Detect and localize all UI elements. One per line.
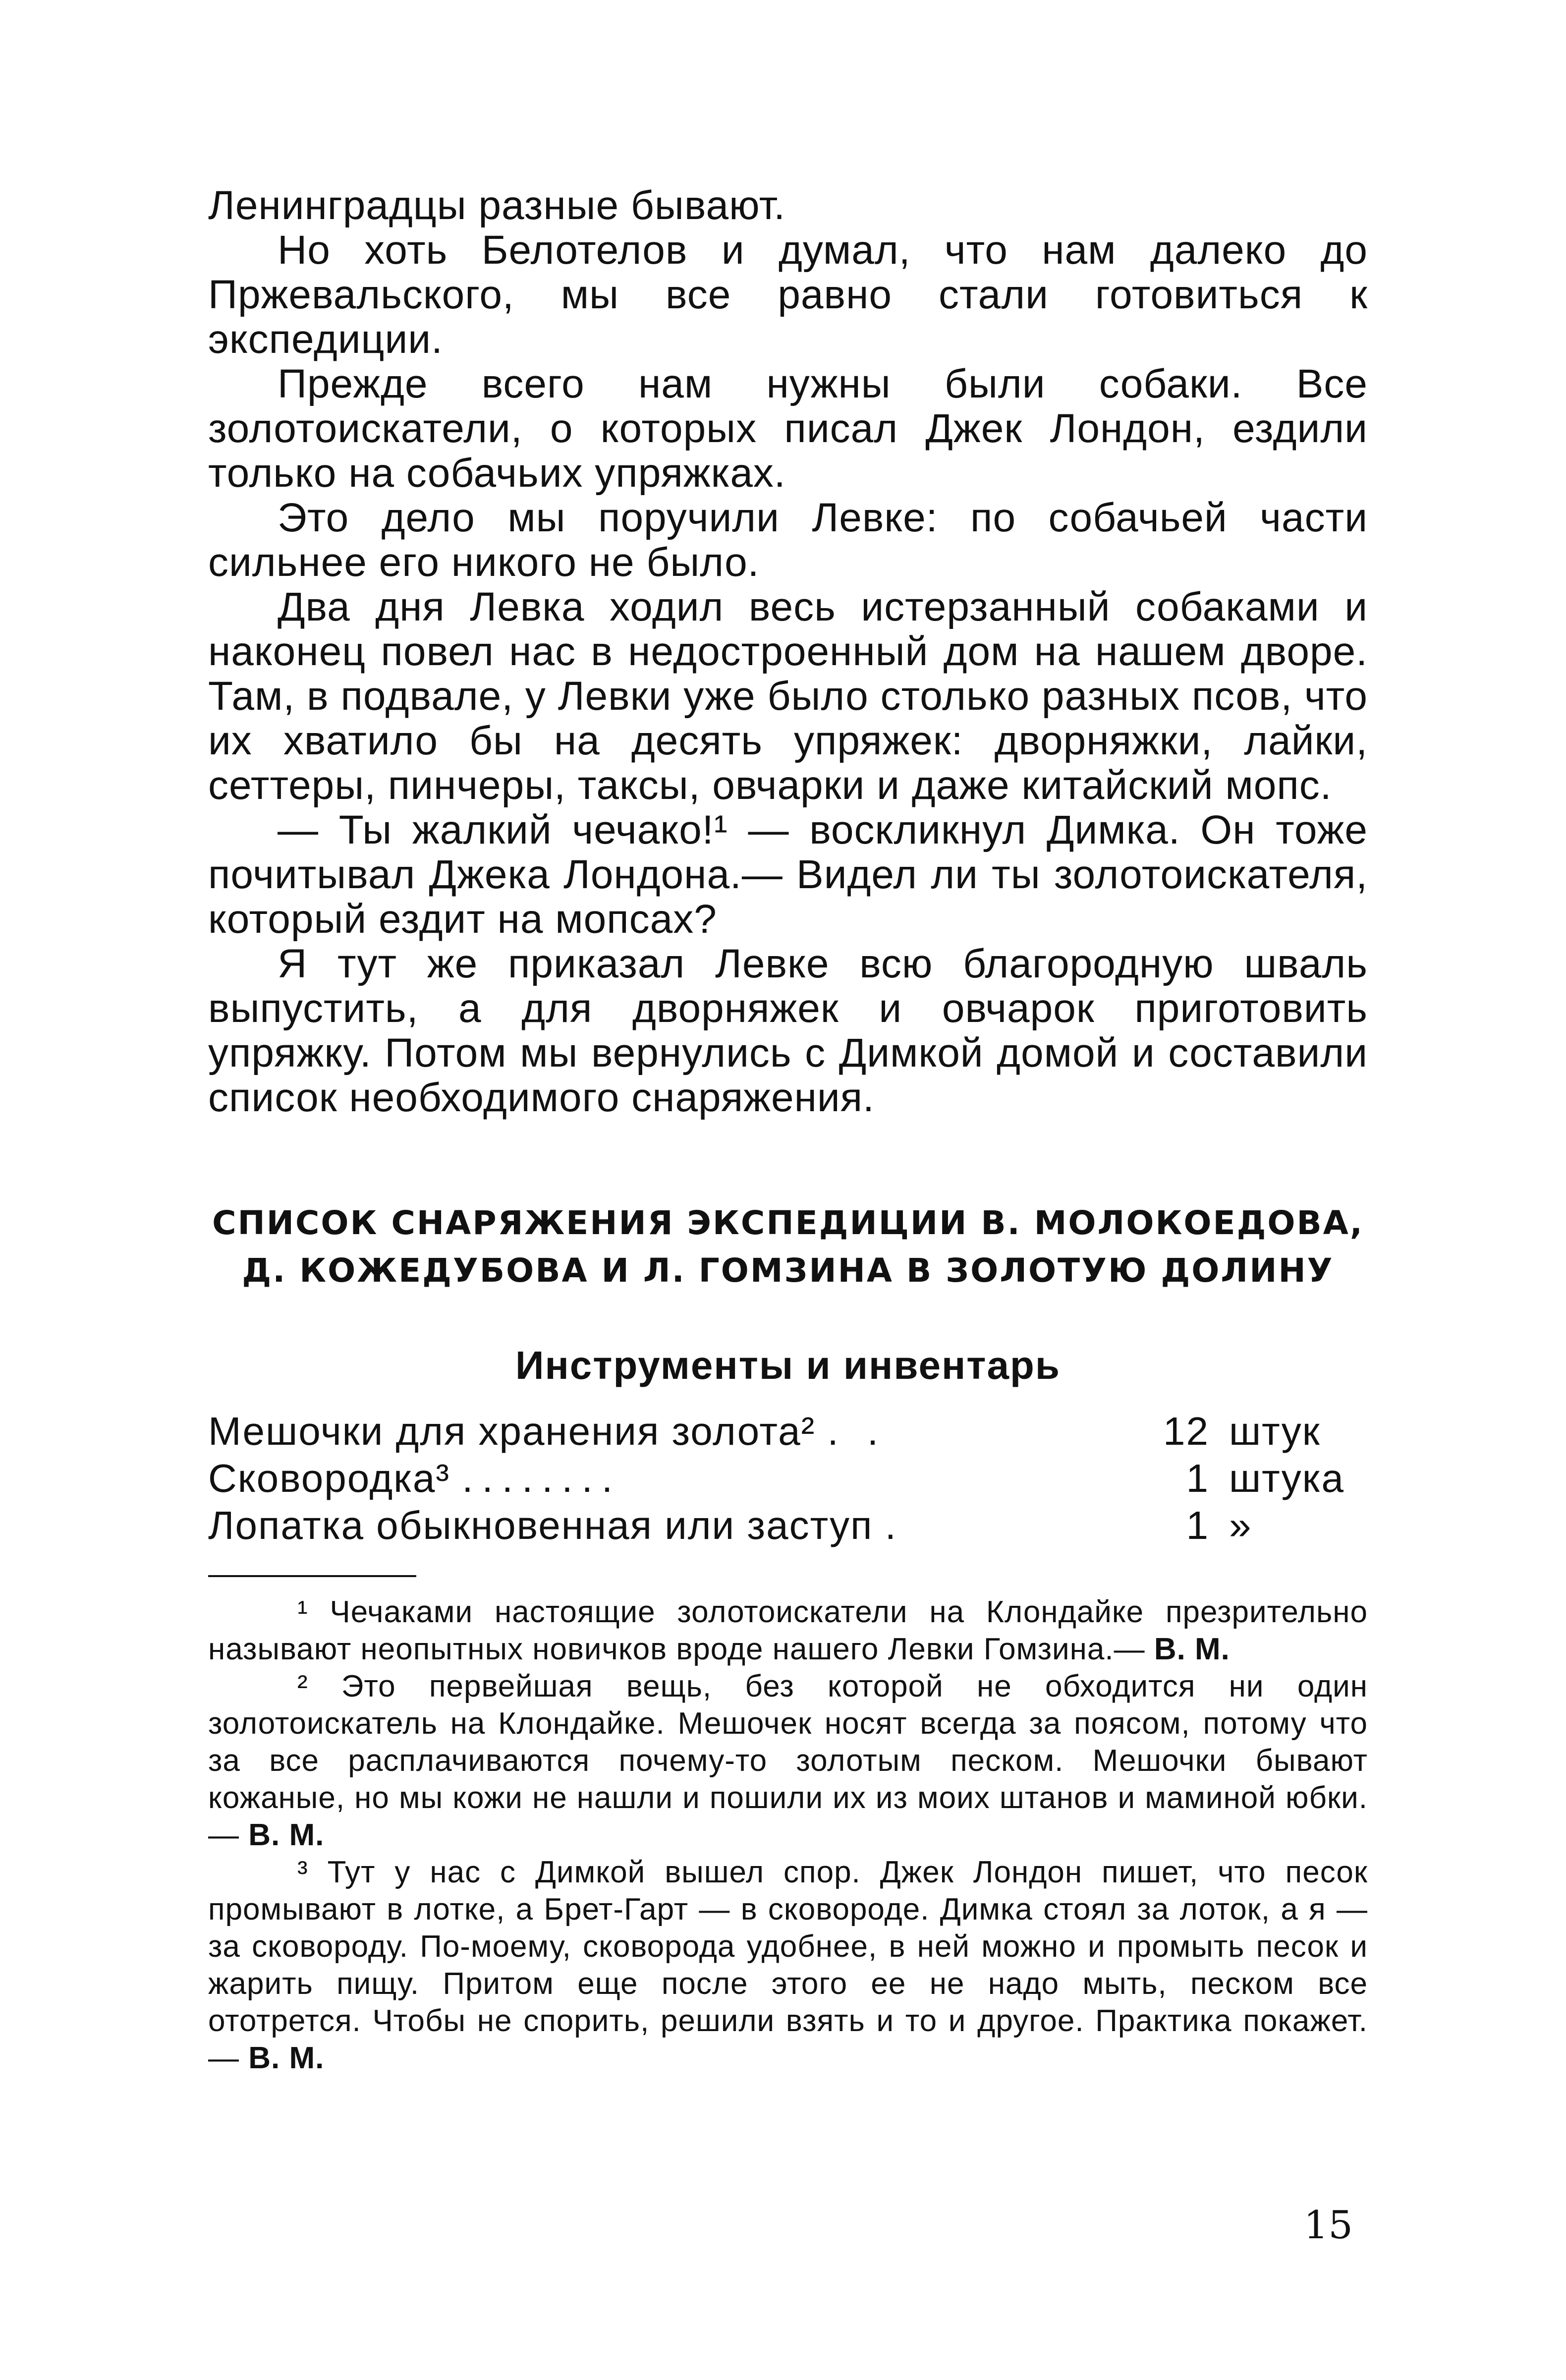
main-text [208, 183, 1368, 1120]
footnote-signature: В. М. [1154, 1632, 1230, 1666]
inventory-item-name: Мешочки для хранения золота² [208, 1409, 816, 1453]
footnote-signature: В. М. [248, 2041, 325, 2075]
section-heading-line: СПИСОК СНАРЯЖЕНИЯ ЭКСПЕДИЦИИ В. МОЛОКОЕДОВА, [212, 1204, 1364, 1242]
section-heading-line: Д. КОЖЕДУБОВА И Л. ГОМЗИНА В ЗОЛОТУЮ ДОЛИНУ [242, 1251, 1334, 1290]
paragraph: Но хоть Белотелов и думал, что нам далеко до Пржевальского, мы все равно стали готовиться к экспедиции. [208, 227, 1368, 362]
inventory-unit: » [1229, 1503, 1252, 1547]
inventory-quantity: 1 [1186, 1503, 1209, 1547]
inventory-row [208, 1502, 1368, 1549]
section-subheading: Инструменты и инвентарь [515, 1343, 1061, 1387]
paragraph: Это дело мы поручили Левке: по собачьей части сильнее его никого не было. [208, 495, 1368, 585]
footnote [208, 1854, 1368, 2077]
page-number: 15 [1303, 2203, 1353, 2248]
inventory-list [208, 1408, 1368, 1549]
inventory-row [208, 1455, 1368, 1502]
inventory-row [208, 1408, 1368, 1455]
leader-dots: ........ [462, 1456, 622, 1500]
paragraph: Два дня Левка ходил весь истерзанный собаками и наконец повел нас в недостроенный дом на нашем дворе. Там, в подвале, у Левки уже было столько разных псов, что их хватило бы на десять упряжек: дворняжки, лайки, сеттеры, пинчеры, таксы, овчарки и даже китайский мопс. [208, 584, 1368, 808]
paragraph: — Ты жалкий чечако!¹ — воскликнул Димка. Он тоже почитывал Джека Лондона.— Видел ли ты золотоискателя, который ездит на мопсах? [208, 807, 1368, 942]
inventory-item [208, 1502, 1135, 1549]
footnote-text: ¹ Чечаками настоящие золотоискатели на Клондайке презрительно называют неопытных новичков вроде нашего Левки Гомзина.— [208, 1595, 1368, 1666]
footnotes [208, 1593, 1368, 2077]
inventory-item [208, 1408, 1135, 1455]
paragraph: Ленинградцы разные бывают. [208, 183, 786, 228]
footnote-divider [208, 1575, 416, 1577]
paragraph: Прежде всего нам нужны были собаки. Все золотоискатели, о которых писал Джек Лондон, ездили только на собачьих упряжках. [208, 361, 1368, 496]
inventory-item-name: Лопатка обыкновенная или заступ [208, 1503, 873, 1547]
inventory-unit: штука [1229, 1456, 1344, 1500]
leader-dots: . . [827, 1409, 888, 1453]
section-heading [208, 1199, 1368, 1295]
footnote [208, 1593, 1368, 1668]
footnote-signature: В. М. [248, 1818, 325, 1852]
footnote [208, 1668, 1368, 1854]
inventory-quantity: 12 [1163, 1409, 1209, 1453]
inventory-item-name: Сковородка³ [208, 1456, 450, 1500]
leader-dots: . [885, 1503, 905, 1547]
inventory-quantity: 1 [1186, 1456, 1209, 1500]
paragraph: Я тут же приказал Левке всю благородную шваль выпустить, а для дворняжек и овчарок приготовить упряжку. Потом мы вернулись с Димкой домой и составили список необходимого снаряжения. [208, 941, 1368, 1120]
footnote-text: ³ Тут у нас с Димкой вышел спор. Джек Лондон пишет, что песок промывают в лотке, а Брет-Гарт — в сковороде. Димка стоял за лоток, а я — за сковороду. По-моему, сковорода удобнее, в ней можно и промыть песок и жарить пищу. Притом еще после этого ее не надо мыть, песком все ототрется. Чтобы не спорить, решили взять и то и другое. Практика покажет.— [208, 1855, 1368, 2075]
inventory-unit: штук [1229, 1409, 1321, 1453]
footnote-text: ² Это первейшая вещь, без которой не обходится ни один золотоискатель на Клондайке. Мешочек носят всегда за поясом, потому что за все расплачиваются почему-то золотым песком. Мешочки бывают кожаные, но мы кожи не нашли и пошили их из моих штанов и маминой юбки.— [208, 1669, 1368, 1852]
inventory-item [208, 1455, 1135, 1502]
